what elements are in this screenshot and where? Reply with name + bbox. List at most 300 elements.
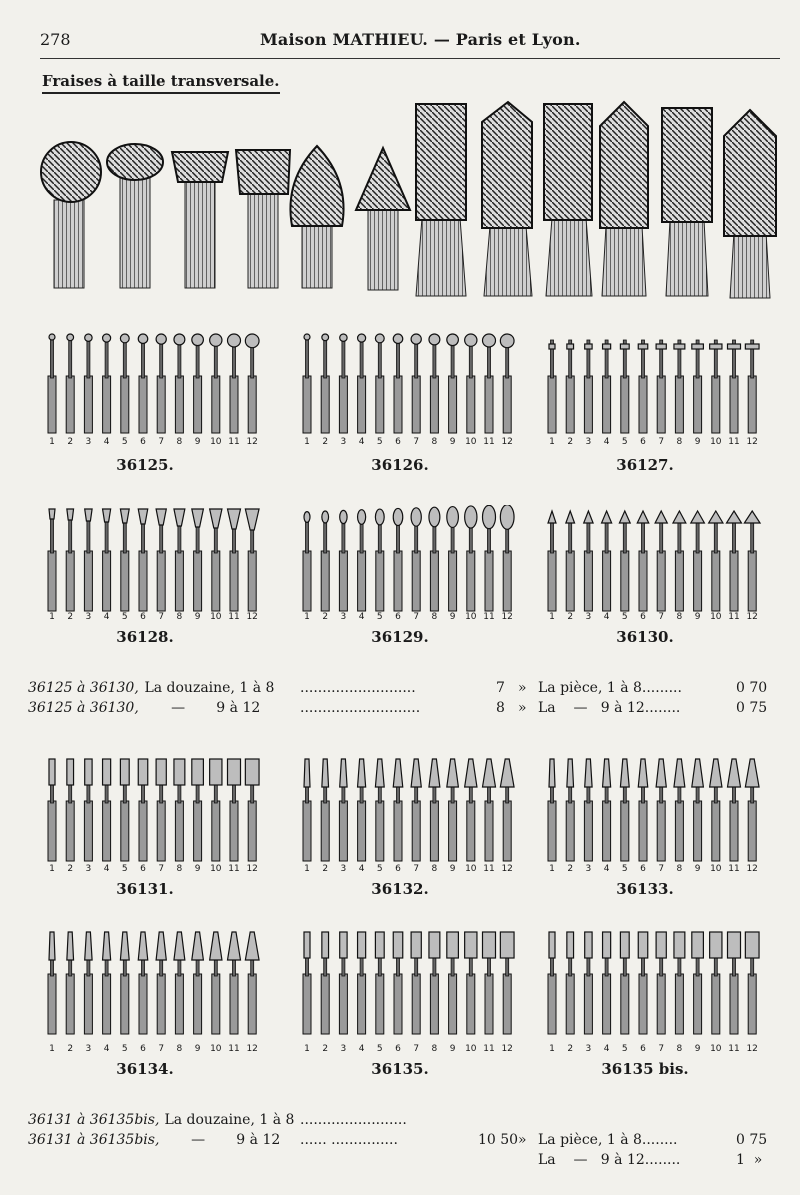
size-number: 4 <box>103 1044 110 1054</box>
size-number: 4 <box>603 864 610 874</box>
size-number: 2 <box>322 864 329 874</box>
size-number: 9 <box>449 864 456 874</box>
size-number: 5 <box>621 437 628 447</box>
small-bur <box>500 334 514 433</box>
bur-set-36126 <box>295 330 525 435</box>
size-number: 10 <box>465 1044 477 1054</box>
bur-set-36129 <box>295 505 525 613</box>
bur-set-36133 <box>540 755 770 863</box>
small-bur <box>339 334 347 433</box>
small-bur <box>620 340 629 433</box>
size-number: 11 <box>483 437 495 447</box>
size-number: 12 <box>746 864 758 874</box>
size-number: 10 <box>210 1044 222 1054</box>
catalog-number: 36133. <box>616 880 674 898</box>
bur-set-drawing <box>295 755 525 863</box>
size-number: 5 <box>121 437 128 447</box>
size-number: 4 <box>358 612 365 622</box>
size-number: 11 <box>728 612 740 622</box>
large-bur-11 <box>662 108 712 296</box>
small-bur <box>358 759 366 861</box>
size-number: 10 <box>710 864 722 874</box>
price-piece-price: 0 75 <box>736 700 768 716</box>
size-number: 4 <box>603 612 610 622</box>
large-bur-8 <box>482 102 532 296</box>
size-number: 12 <box>246 437 258 447</box>
price-piece: La — 9 à 12........ <box>538 1152 681 1168</box>
size-number: 3 <box>340 437 347 447</box>
catalog-number: 36129. <box>371 628 429 646</box>
size-number: 5 <box>621 864 628 874</box>
size-number: 12 <box>246 864 258 874</box>
large-bur-4 <box>236 150 290 288</box>
size-number: 12 <box>501 1044 513 1054</box>
small-bur <box>483 334 496 433</box>
bur-set-drawing <box>40 505 270 613</box>
size-number: 11 <box>728 437 740 447</box>
size-number: 2 <box>567 1044 574 1054</box>
small-bur <box>483 759 496 861</box>
size-number: 10 <box>710 1044 722 1054</box>
size-number: 3 <box>340 1044 347 1054</box>
small-bur <box>156 509 166 611</box>
size-number: 6 <box>395 437 401 447</box>
size-number: 8 <box>676 437 683 447</box>
large-bur-10 <box>600 102 648 296</box>
small-bur <box>210 932 222 1034</box>
page-number: 278 <box>40 30 71 49</box>
small-bur <box>500 759 514 861</box>
price-label: — 9 à 12 <box>160 1132 281 1148</box>
price-ref: 36131 à 36135bis, <box>28 1132 160 1148</box>
size-number: 8 <box>431 1044 438 1054</box>
price-piece-price: 1 » <box>736 1152 763 1168</box>
small-bur <box>548 932 556 1034</box>
size-number: 6 <box>140 612 146 622</box>
size-number: 2 <box>567 864 574 874</box>
price-label: La douzaine, 1 à 8 <box>140 680 275 696</box>
size-number: 8 <box>676 1044 683 1054</box>
size-number: 4 <box>358 864 365 874</box>
price-price: 10 50 <box>478 1132 519 1148</box>
bur-set-36134 <box>40 928 270 1036</box>
size-number: 2 <box>67 864 74 874</box>
size-number: 7 <box>158 612 165 622</box>
size-number: 5 <box>621 612 628 622</box>
large-bur-2 <box>107 144 163 288</box>
catalog-number: 36135. <box>371 1060 429 1078</box>
size-number: 7 <box>658 612 665 622</box>
small-bur <box>465 759 477 861</box>
size-number: 1 <box>49 437 55 447</box>
size-number: 5 <box>121 612 128 622</box>
catalog-number: 36134. <box>116 1060 174 1078</box>
size-number: 4 <box>103 437 110 447</box>
small-bur <box>411 759 421 861</box>
small-bur <box>483 505 496 611</box>
size-number: 4 <box>358 437 365 447</box>
size-number: 2 <box>67 1044 74 1054</box>
size-number: 11 <box>228 612 240 622</box>
small-bur <box>465 334 477 433</box>
size-number: 1 <box>549 437 555 447</box>
size-number: 3 <box>585 1044 592 1054</box>
small-bur <box>500 932 514 1034</box>
small-bur <box>192 509 204 611</box>
small-bur <box>710 759 722 861</box>
size-number: 5 <box>376 1044 383 1054</box>
small-bur <box>429 507 440 611</box>
bur-set-drawing <box>40 928 270 1036</box>
large-bur-7 <box>416 104 466 296</box>
small-bur <box>447 932 459 1034</box>
size-number: 3 <box>85 612 92 622</box>
size-number: 5 <box>121 864 128 874</box>
small-bur <box>656 932 666 1034</box>
bur-set-36135bis <box>540 928 770 1036</box>
size-number: 1 <box>304 612 310 622</box>
size-number: 6 <box>640 437 646 447</box>
large-bur-5 <box>290 146 343 288</box>
size-number: 10 <box>465 437 477 447</box>
small-bur <box>710 932 722 1034</box>
small-bur <box>339 759 347 861</box>
size-number: 6 <box>140 1044 146 1054</box>
price-piece-price: 0 75 <box>736 1132 768 1148</box>
catalog-number: 36127. <box>616 456 674 474</box>
small-bur <box>638 340 648 433</box>
price-piece: La pièce, 1 à 8......... <box>538 680 682 696</box>
small-bur <box>744 511 760 611</box>
running-title: Maison MATHIEU. — Paris et Lyon. <box>260 30 581 49</box>
size-number: 6 <box>395 864 401 874</box>
small-bur <box>138 509 148 611</box>
small-bur <box>358 334 366 433</box>
small-bur <box>727 511 742 611</box>
small-bur <box>120 509 129 611</box>
price-label: — 9 à 12 <box>140 700 261 716</box>
size-number: 6 <box>395 1044 401 1054</box>
catalog-number: 36135 bis. <box>601 1060 689 1078</box>
size-number: 8 <box>676 864 683 874</box>
size-number: 3 <box>585 612 592 622</box>
small-bur <box>620 932 629 1034</box>
small-bur <box>321 759 329 861</box>
large-bur-6 <box>356 148 410 290</box>
small-bur <box>745 340 759 433</box>
size-number: 6 <box>640 864 646 874</box>
size-number: 7 <box>413 1044 420 1054</box>
small-bur <box>375 334 384 433</box>
size-number: 8 <box>431 612 438 622</box>
size-number: 7 <box>658 1044 665 1054</box>
small-bur <box>192 334 204 433</box>
small-bur <box>411 508 421 611</box>
size-number: 7 <box>413 437 420 447</box>
price-dots: .......................... <box>300 680 416 696</box>
bur-set-drawing <box>40 330 270 435</box>
size-number: 8 <box>176 1044 183 1054</box>
small-bur <box>228 932 241 1034</box>
size-number: 3 <box>85 1044 92 1054</box>
small-bur <box>548 511 556 611</box>
size-number: 11 <box>728 1044 740 1054</box>
bur-set-drawing <box>540 755 770 863</box>
small-bur <box>393 334 403 433</box>
small-bur <box>103 334 111 433</box>
small-bur <box>138 932 148 1034</box>
small-bur <box>602 511 612 611</box>
bur-set-drawing <box>295 928 525 1036</box>
small-bur <box>48 759 56 861</box>
small-bur <box>321 511 329 611</box>
small-bur <box>120 334 129 433</box>
size-number: 11 <box>228 864 240 874</box>
catalog-number: 36128. <box>116 628 174 646</box>
small-bur <box>321 334 329 433</box>
small-bur <box>584 932 592 1034</box>
small-bur <box>692 759 704 861</box>
small-bur <box>84 509 92 611</box>
small-bur <box>375 932 384 1034</box>
small-bur <box>84 759 92 861</box>
large-bur-9 <box>544 104 592 296</box>
size-number: 4 <box>103 612 110 622</box>
catalog-number: 36131. <box>116 880 174 898</box>
large-burs-illustration <box>30 100 780 305</box>
size-number: 1 <box>549 612 555 622</box>
small-bur <box>303 334 311 433</box>
small-bur <box>603 759 611 861</box>
small-bur <box>103 759 111 861</box>
bur-set-36127 <box>540 330 770 435</box>
size-number: 4 <box>103 864 110 874</box>
small-bur <box>84 334 92 433</box>
size-number: 12 <box>746 437 758 447</box>
size-number: 5 <box>621 1044 628 1054</box>
small-bur <box>447 759 459 861</box>
small-bur <box>210 509 222 611</box>
small-bur <box>483 932 496 1034</box>
small-bur <box>548 340 556 433</box>
small-bur <box>174 932 185 1034</box>
small-bur <box>228 334 241 433</box>
size-number: 7 <box>658 437 665 447</box>
small-bur <box>692 932 704 1034</box>
section-title: Fraises à taille transversale. <box>42 72 280 94</box>
small-bur <box>447 334 459 433</box>
price-price: 8 <box>496 700 505 716</box>
small-bur <box>138 759 148 861</box>
size-number: 10 <box>465 612 477 622</box>
price-q: » <box>518 680 527 696</box>
size-number: 5 <box>121 1044 128 1054</box>
size-number: 8 <box>176 612 183 622</box>
small-bur <box>358 510 366 611</box>
small-bur <box>48 509 56 611</box>
size-number: 2 <box>322 612 329 622</box>
small-bur <box>728 759 741 861</box>
size-number: 10 <box>210 612 222 622</box>
size-number: 12 <box>246 612 258 622</box>
small-bur <box>245 759 259 861</box>
size-number: 12 <box>501 864 513 874</box>
size-number: 9 <box>694 437 701 447</box>
size-number: 9 <box>194 1044 201 1054</box>
size-number: 1 <box>49 612 55 622</box>
small-bur <box>192 932 204 1034</box>
size-number: 12 <box>746 612 758 622</box>
small-bur <box>656 340 666 433</box>
small-bur <box>66 759 74 861</box>
large-bur-3 <box>172 152 228 288</box>
size-number: 7 <box>658 864 665 874</box>
small-bur <box>303 932 311 1034</box>
size-number: 2 <box>67 437 74 447</box>
small-bur <box>48 932 56 1034</box>
size-number: 10 <box>710 437 722 447</box>
size-number: 11 <box>483 612 495 622</box>
size-number: 3 <box>340 612 347 622</box>
price-dots: ...... ............... <box>300 1132 398 1148</box>
size-number: 1 <box>549 864 555 874</box>
price-dots: ........................ <box>300 1112 407 1128</box>
size-number: 4 <box>603 1044 610 1054</box>
small-bur <box>120 759 129 861</box>
size-number: 9 <box>449 612 456 622</box>
size-number: 1 <box>549 1044 555 1054</box>
small-bur <box>619 511 630 611</box>
size-number: 8 <box>431 864 438 874</box>
size-number: 9 <box>694 612 701 622</box>
small-bur <box>566 340 574 433</box>
small-bur <box>566 511 575 611</box>
small-bur <box>710 340 722 433</box>
small-bur <box>210 334 222 433</box>
small-bur <box>447 507 459 611</box>
small-bur <box>655 511 667 611</box>
size-number: 9 <box>194 864 201 874</box>
size-number: 3 <box>340 864 347 874</box>
small-bur <box>138 334 148 433</box>
bur-set-36132 <box>295 755 525 863</box>
price-dots: ........................... <box>300 700 421 716</box>
size-number: 1 <box>49 1044 55 1054</box>
small-bur <box>120 932 129 1034</box>
size-number: 10 <box>710 612 722 622</box>
size-number: 7 <box>158 864 165 874</box>
small-bur <box>174 759 185 861</box>
small-bur <box>245 334 259 433</box>
bur-set-drawing <box>295 330 525 435</box>
size-number: 11 <box>728 864 740 874</box>
catalog-number: 36126. <box>371 456 429 474</box>
small-bur <box>393 759 403 861</box>
size-number: 1 <box>304 864 310 874</box>
price-ref: 36125 à 36130, <box>28 700 139 716</box>
small-bur <box>48 334 56 433</box>
small-bur <box>548 759 556 861</box>
size-number: 2 <box>322 1044 329 1054</box>
small-bur <box>393 508 403 611</box>
size-number: 7 <box>158 437 165 447</box>
size-number: 9 <box>194 612 201 622</box>
small-bur <box>674 340 685 433</box>
small-bur <box>375 509 384 611</box>
size-number: 7 <box>413 612 420 622</box>
small-bur <box>245 509 259 611</box>
small-bur <box>174 334 185 433</box>
price-piece-price: 0 70 <box>736 680 768 696</box>
size-number: 9 <box>194 437 201 447</box>
size-number: 12 <box>746 1044 758 1054</box>
small-bur <box>103 932 111 1034</box>
small-bur <box>584 340 592 433</box>
page-header <box>40 30 780 58</box>
small-bur <box>84 932 92 1034</box>
size-number: 5 <box>376 864 383 874</box>
bur-set-drawing <box>540 505 770 613</box>
bur-set-drawing <box>295 505 525 613</box>
small-bur <box>245 932 259 1034</box>
small-bur <box>673 511 686 611</box>
large-bur-12 <box>724 110 776 298</box>
price-price: 7 <box>496 680 505 696</box>
small-bur <box>429 759 440 861</box>
small-bur <box>66 509 74 611</box>
size-number: 2 <box>567 437 574 447</box>
small-bur <box>358 932 366 1034</box>
small-bur <box>745 932 759 1034</box>
small-bur <box>156 759 166 861</box>
small-bur <box>637 511 649 611</box>
size-number: 5 <box>376 437 383 447</box>
small-bur <box>192 759 204 861</box>
size-number: 7 <box>413 864 420 874</box>
size-number: 5 <box>376 612 383 622</box>
size-number: 3 <box>85 864 92 874</box>
size-number: 12 <box>501 437 513 447</box>
small-bur <box>465 932 477 1034</box>
bur-set-36130 <box>540 505 770 613</box>
size-number: 1 <box>49 864 55 874</box>
price-piece: La pièce, 1 à 8........ <box>538 1132 678 1148</box>
small-bur <box>620 759 629 861</box>
small-bur <box>174 509 185 611</box>
small-bur <box>638 932 648 1034</box>
catalog-number: 36132. <box>371 880 429 898</box>
small-bur <box>228 509 241 611</box>
size-number: 10 <box>210 864 222 874</box>
price-q: » <box>518 700 527 716</box>
size-number: 1 <box>304 437 310 447</box>
size-number: 11 <box>483 864 495 874</box>
small-bur <box>210 759 222 861</box>
size-number: 2 <box>567 612 574 622</box>
header-rule <box>40 58 780 59</box>
small-bur <box>728 340 741 433</box>
size-number: 9 <box>694 1044 701 1054</box>
small-bur <box>691 511 705 611</box>
size-number: 2 <box>67 612 74 622</box>
small-bur <box>156 334 166 433</box>
small-bur <box>728 932 741 1034</box>
small-bur <box>692 340 704 433</box>
small-bur <box>375 759 384 861</box>
bur-set-36128 <box>40 505 270 613</box>
size-number: 3 <box>585 437 592 447</box>
small-bur <box>674 759 685 861</box>
